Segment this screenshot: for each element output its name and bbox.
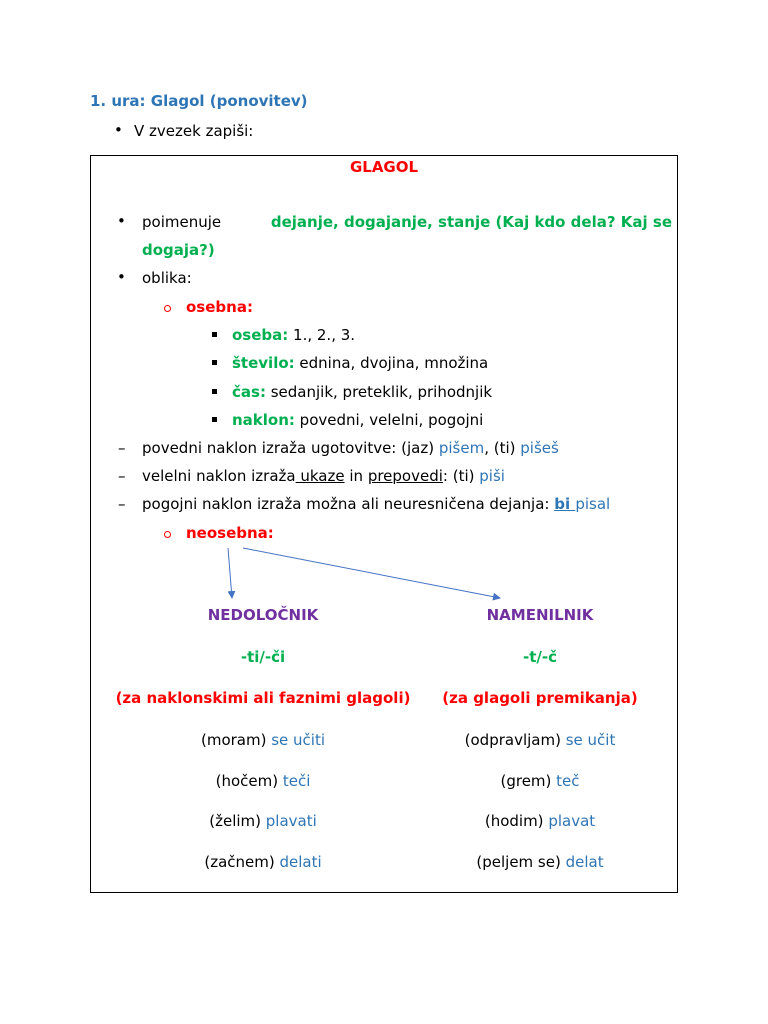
prop-label: čas:: [232, 383, 266, 401]
example-verb: plavat: [548, 812, 596, 830]
namenilnik-example: [476, 853, 603, 871]
nedolocnik-example: [204, 853, 321, 871]
prop-label: oseba:: [232, 326, 289, 344]
oblika-label: oblika:: [142, 269, 192, 287]
nedolocnik-example: [209, 812, 317, 830]
example-bi: bi: [554, 495, 576, 513]
namenilnik-example: [485, 812, 595, 830]
prop-text: sedanjik, preteklik, prihodnjik: [265, 383, 493, 401]
arrow-to-namenilnik: [243, 548, 500, 598]
definition-line2: dogaja?): [142, 241, 215, 259]
dash-text: , (ti): [484, 439, 521, 457]
neosebna-label: neosebna:: [186, 524, 274, 542]
example-pre: (moram): [200, 731, 272, 749]
page-heading: 1. ura: Glagol (ponovitev): [90, 92, 308, 110]
osebna-label: osebna:: [186, 298, 253, 316]
example-verb: se učit: [565, 731, 616, 749]
example-pre: (odpravljam): [464, 731, 566, 749]
dash-text: velelni naklon izraža: [142, 467, 296, 485]
intro-text: V zvezek zapiši:: [134, 122, 254, 140]
prop-text: 1., 2., 3.: [288, 326, 356, 344]
dash-bullet: –: [118, 467, 126, 485]
namenilnik-title: NAMENILNIK: [486, 606, 594, 624]
namenilnik-example: [500, 772, 579, 790]
nedolocnik-note: (za naklonskimi ali faznimi glagoli): [115, 689, 411, 707]
example-verb: se učiti: [271, 731, 326, 749]
example-verb: pišeš: [520, 439, 559, 457]
nedolocnik-ending: -ti/-či: [240, 648, 286, 666]
bullet: •: [117, 212, 126, 230]
bullet: •: [114, 121, 123, 139]
nedolocnik-example: [201, 731, 325, 749]
nedolocnik-title: NEDOLOČNIK: [207, 606, 319, 624]
prop-text: povedni, velelni, pogojni: [294, 411, 484, 429]
example-verb: pisal: [575, 495, 611, 513]
box-title: GLAGOL: [349, 158, 419, 176]
example-verb: delat: [565, 853, 604, 871]
example-verb: piši: [479, 467, 505, 485]
namenilnik-example: [465, 731, 616, 749]
example-pre: (grem): [500, 772, 557, 790]
namenilnik-note: (za glagoli premikanja): [442, 689, 638, 707]
arrow-to-nedolocnik: [228, 548, 232, 598]
dash-text: povedni naklon izraža ugotovitve: (jaz): [142, 439, 439, 457]
example-verb: plavati: [265, 812, 317, 830]
example-verb: delati: [279, 853, 322, 871]
definition-prefix: poimenuje: [142, 213, 222, 231]
bullet: •: [117, 268, 126, 286]
prop-label: naklon:: [232, 411, 295, 429]
underlined-text: ukaze: [295, 467, 345, 485]
namenilnik-ending: -t/-č: [523, 648, 557, 666]
dash-bullet: –: [118, 495, 126, 513]
dash-text: : (ti): [442, 467, 480, 485]
example-pre: (hočem): [215, 772, 283, 790]
example-verb: teči: [282, 772, 311, 790]
prop-label: število:: [232, 354, 295, 372]
example-pre: (želim): [209, 812, 266, 830]
definition-main: dejanje, dogajanje, stanje (Kaj kdo dela? Kaj se: [270, 213, 672, 231]
nedolocnik-example: [216, 772, 311, 790]
example-verb: pišem: [438, 439, 485, 457]
example-pre: (začnem): [204, 853, 280, 871]
prop-text: ednina, dvojina, množina: [294, 354, 489, 372]
example-pre: (hodim): [484, 812, 549, 830]
dash-bullet: –: [118, 439, 126, 457]
dash-text: pogojni naklon izraža možna ali neuresničena dejanja:: [142, 495, 555, 513]
underlined-text: prepovedi: [367, 467, 443, 485]
example-verb: teč: [556, 772, 580, 790]
dash-text: in: [344, 467, 368, 485]
example-pre: (peljem se): [476, 853, 566, 871]
